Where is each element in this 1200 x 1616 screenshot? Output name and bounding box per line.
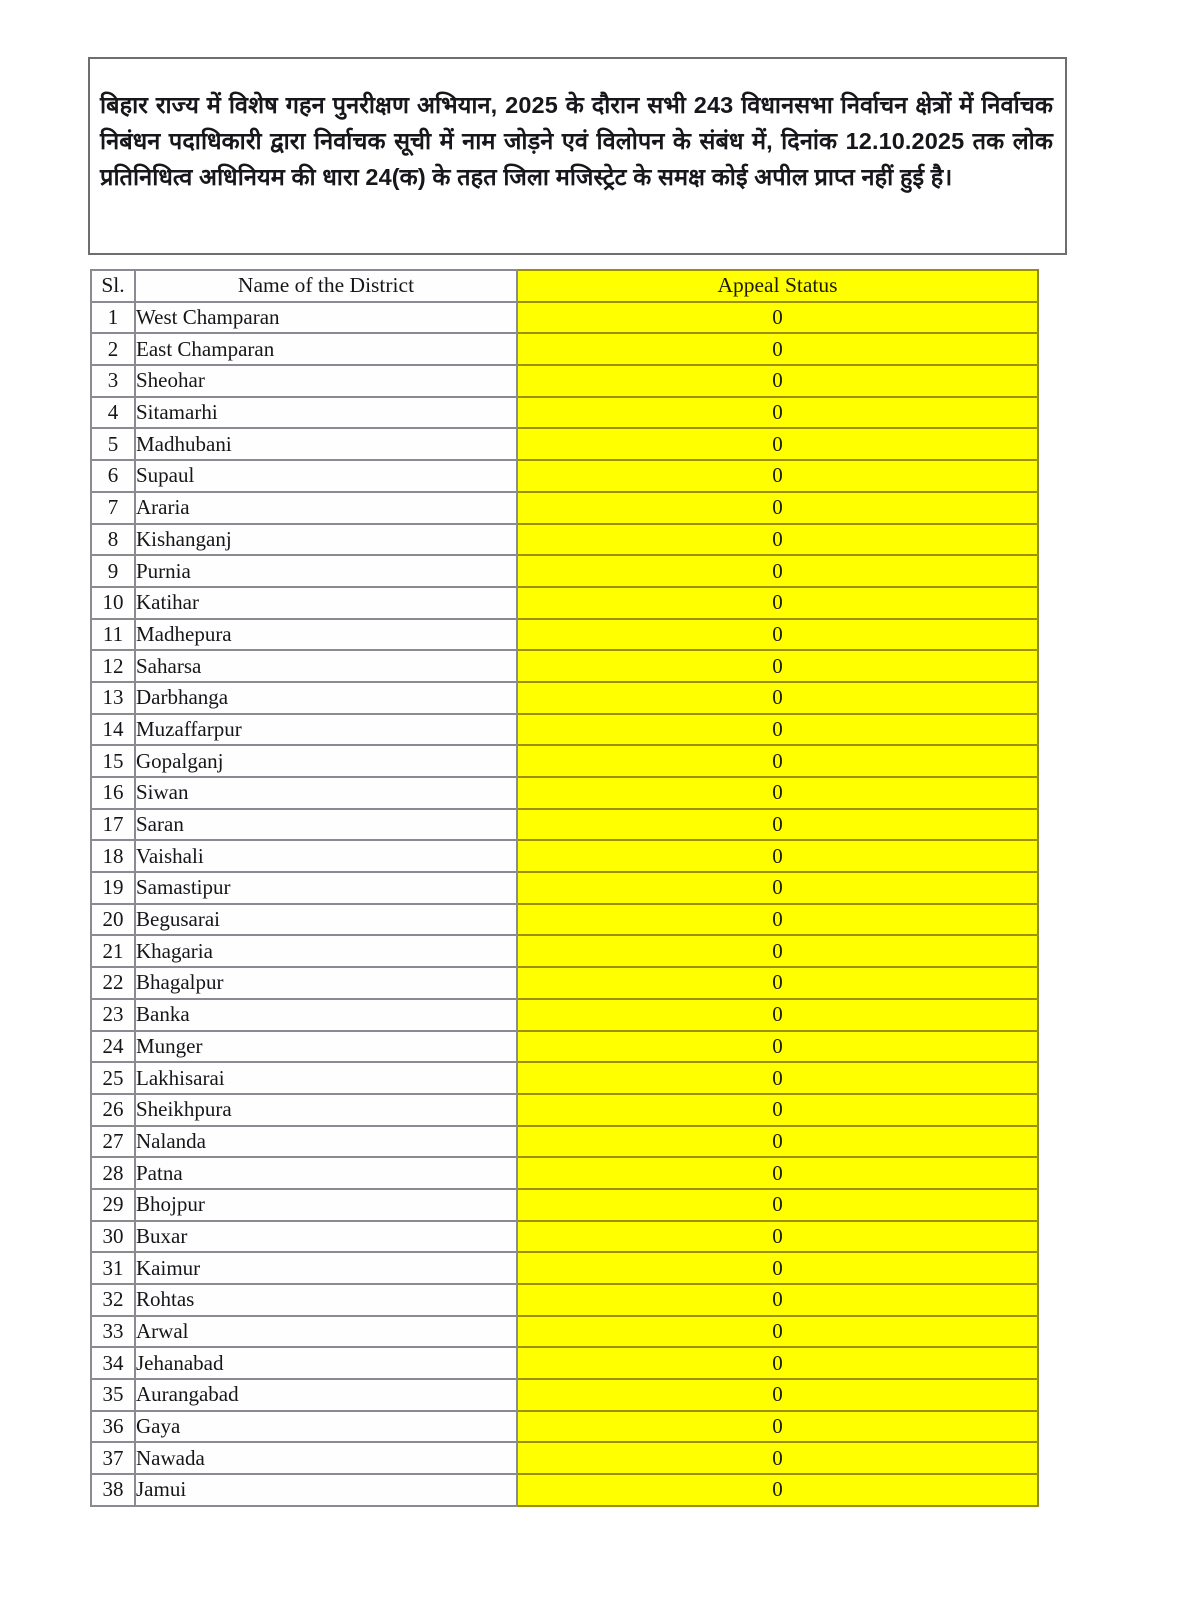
cell-serial-number: 22: [91, 967, 135, 999]
table-row: [91, 999, 1038, 1031]
notice-box: [88, 57, 1067, 255]
cell-district-name: Khagaria: [135, 935, 517, 967]
cell-serial-number: 37: [91, 1442, 135, 1474]
cell-serial-number: 27: [91, 1126, 135, 1158]
cell-serial-number: 36: [91, 1411, 135, 1443]
cell-serial-number: 4: [91, 397, 135, 429]
table-row: [91, 302, 1038, 334]
cell-serial-number: 29: [91, 1189, 135, 1221]
cell-appeal-status: 0: [517, 333, 1038, 365]
cell-district-name: Nalanda: [135, 1126, 517, 1158]
cell-appeal-status: 0: [517, 428, 1038, 460]
cell-serial-number: 17: [91, 809, 135, 841]
cell-district-name: Muzaffarpur: [135, 714, 517, 746]
cell-district-name: Araria: [135, 492, 517, 524]
cell-district-name: Kishanganj: [135, 524, 517, 556]
table-row: [91, 1411, 1038, 1443]
cell-appeal-status: 0: [517, 935, 1038, 967]
table-row: [91, 872, 1038, 904]
cell-appeal-status: 0: [517, 745, 1038, 777]
cell-serial-number: 34: [91, 1347, 135, 1379]
table-row: [91, 1379, 1038, 1411]
cell-serial-number: 10: [91, 587, 135, 619]
cell-appeal-status: 0: [517, 1284, 1038, 1316]
cell-serial-number: 18: [91, 840, 135, 872]
cell-district-name: Banka: [135, 999, 517, 1031]
table-row: [91, 365, 1038, 397]
cell-appeal-status: 0: [517, 365, 1038, 397]
cell-serial-number: 26: [91, 1094, 135, 1126]
column-header-appeal-status: Appeal Status: [517, 270, 1038, 302]
cell-district-name: Saharsa: [135, 650, 517, 682]
cell-district-name: Purnia: [135, 555, 517, 587]
cell-district-name: Saran: [135, 809, 517, 841]
cell-appeal-status: 0: [517, 1062, 1038, 1094]
column-header-district: Name of the District: [135, 270, 517, 302]
cell-district-name: Buxar: [135, 1221, 517, 1253]
cell-appeal-status: 0: [517, 1189, 1038, 1221]
cell-serial-number: 21: [91, 935, 135, 967]
cell-district-name: Vaishali: [135, 840, 517, 872]
cell-appeal-status: 0: [517, 1221, 1038, 1253]
cell-district-name: Bhagalpur: [135, 967, 517, 999]
cell-serial-number: 30: [91, 1221, 135, 1253]
table-row: [91, 333, 1038, 365]
table-row: [91, 1252, 1038, 1284]
cell-serial-number: 33: [91, 1316, 135, 1348]
table-row: [91, 1062, 1038, 1094]
table-row: [91, 1094, 1038, 1126]
cell-district-name: Patna: [135, 1157, 517, 1189]
cell-appeal-status: 0: [517, 1126, 1038, 1158]
table-row: [91, 397, 1038, 429]
cell-appeal-status: 0: [517, 1347, 1038, 1379]
cell-appeal-status: 0: [517, 1379, 1038, 1411]
table-row: [91, 492, 1038, 524]
cell-district-name: Jamui: [135, 1474, 517, 1506]
cell-appeal-status: 0: [517, 555, 1038, 587]
cell-district-name: Gaya: [135, 1411, 517, 1443]
cell-appeal-status: 0: [517, 650, 1038, 682]
cell-appeal-status: 0: [517, 840, 1038, 872]
cell-serial-number: 7: [91, 492, 135, 524]
cell-serial-number: 23: [91, 999, 135, 1031]
cell-district-name: Madhubani: [135, 428, 517, 460]
cell-district-name: Madhepura: [135, 619, 517, 651]
cell-district-name: Sheohar: [135, 365, 517, 397]
cell-district-name: Aurangabad: [135, 1379, 517, 1411]
cell-serial-number: 20: [91, 904, 135, 936]
cell-district-name: Kaimur: [135, 1252, 517, 1284]
table-row: [91, 1189, 1038, 1221]
cell-serial-number: 31: [91, 1252, 135, 1284]
cell-district-name: Lakhisarai: [135, 1062, 517, 1094]
cell-serial-number: 2: [91, 333, 135, 365]
table-row: [91, 1284, 1038, 1316]
cell-district-name: Samastipur: [135, 872, 517, 904]
cell-district-name: West Champaran: [135, 302, 517, 334]
cell-district-name: Siwan: [135, 777, 517, 809]
cell-serial-number: 25: [91, 1062, 135, 1094]
table-row: [91, 967, 1038, 999]
table-row: [91, 777, 1038, 809]
table-row: [91, 840, 1038, 872]
cell-district-name: Darbhanga: [135, 682, 517, 714]
cell-appeal-status: 0: [517, 999, 1038, 1031]
cell-serial-number: 1: [91, 302, 135, 334]
table-row: [91, 619, 1038, 651]
cell-district-name: Supaul: [135, 460, 517, 492]
cell-district-name: Sitamarhi: [135, 397, 517, 429]
cell-serial-number: 16: [91, 777, 135, 809]
cell-serial-number: 14: [91, 714, 135, 746]
notice-paragraph: बिहार राज्य में विशेष गहन पुनरीक्षण अभियान, 2025 के दौरान सभी 243 विधानसभा निर्वाचन क्षेत्रों में निर्वाचक निबंधन पदाधिकारी द्वारा निर्वाचक सूची में नाम जोड़ने एवं विलोपन के संबंध में, दिनांक 12.10.2025 तक लोक प्रतिनिधित्व अधिनियम की धारा 24(क) के तहत जिला मजिस्ट्रेट के समक्ष कोई अपील प्राप्त नहीं हुई है।: [100, 92, 1053, 190]
table-row: [91, 809, 1038, 841]
table-row: [91, 587, 1038, 619]
cell-appeal-status: 0: [517, 460, 1038, 492]
cell-appeal-status: 0: [517, 777, 1038, 809]
table-row: [91, 1316, 1038, 1348]
cell-appeal-status: 0: [517, 1252, 1038, 1284]
cell-serial-number: 9: [91, 555, 135, 587]
cell-serial-number: 5: [91, 428, 135, 460]
cell-appeal-status: 0: [517, 492, 1038, 524]
cell-appeal-status: 0: [517, 967, 1038, 999]
table-row: [91, 1474, 1038, 1506]
cell-district-name: East Champaran: [135, 333, 517, 365]
table-row: [91, 555, 1038, 587]
cell-district-name: Jehanabad: [135, 1347, 517, 1379]
table-row: [91, 524, 1038, 556]
table-row: [91, 714, 1038, 746]
cell-appeal-status: 0: [517, 1411, 1038, 1443]
cell-appeal-status: 0: [517, 619, 1038, 651]
cell-district-name: Sheikhpura: [135, 1094, 517, 1126]
cell-appeal-status: 0: [517, 809, 1038, 841]
cell-serial-number: 6: [91, 460, 135, 492]
table-row: [91, 1221, 1038, 1253]
table-row: [91, 935, 1038, 967]
cell-appeal-status: 0: [517, 1094, 1038, 1126]
table-row: [91, 745, 1038, 777]
cell-appeal-status: 0: [517, 714, 1038, 746]
cell-appeal-status: 0: [517, 397, 1038, 429]
cell-serial-number: 28: [91, 1157, 135, 1189]
cell-serial-number: 11: [91, 619, 135, 651]
cell-district-name: Rohtas: [135, 1284, 517, 1316]
table-body: [91, 302, 1038, 1506]
cell-district-name: Munger: [135, 1031, 517, 1063]
cell-district-name: Gopalganj: [135, 745, 517, 777]
table-row: [91, 1347, 1038, 1379]
cell-appeal-status: 0: [517, 1442, 1038, 1474]
cell-serial-number: 3: [91, 365, 135, 397]
cell-appeal-status: 0: [517, 682, 1038, 714]
cell-serial-number: 12: [91, 650, 135, 682]
appeal-status-table: [90, 269, 1039, 1507]
table-row: [91, 428, 1038, 460]
table-row: [91, 682, 1038, 714]
cell-district-name: Arwal: [135, 1316, 517, 1348]
cell-appeal-status: 0: [517, 1157, 1038, 1189]
cell-serial-number: 19: [91, 872, 135, 904]
column-header-sl: Sl.: [91, 270, 135, 302]
cell-appeal-status: 0: [517, 1031, 1038, 1063]
cell-district-name: Bhojpur: [135, 1189, 517, 1221]
table-row: [91, 904, 1038, 936]
table-row: [91, 460, 1038, 492]
cell-appeal-status: 0: [517, 872, 1038, 904]
cell-serial-number: 38: [91, 1474, 135, 1506]
cell-appeal-status: 0: [517, 1316, 1038, 1348]
cell-appeal-status: 0: [517, 904, 1038, 936]
cell-serial-number: 32: [91, 1284, 135, 1316]
table-row: [91, 650, 1038, 682]
cell-serial-number: 24: [91, 1031, 135, 1063]
cell-appeal-status: 0: [517, 302, 1038, 334]
cell-district-name: Katihar: [135, 587, 517, 619]
cell-district-name: Begusarai: [135, 904, 517, 936]
table-row: [91, 1157, 1038, 1189]
cell-district-name: Nawada: [135, 1442, 517, 1474]
cell-serial-number: 13: [91, 682, 135, 714]
cell-appeal-status: 0: [517, 524, 1038, 556]
cell-serial-number: 8: [91, 524, 135, 556]
table-row: [91, 1126, 1038, 1158]
table-header-row: [91, 270, 1038, 302]
cell-appeal-status: 0: [517, 1474, 1038, 1506]
table-row: [91, 1031, 1038, 1063]
cell-appeal-status: 0: [517, 587, 1038, 619]
cell-serial-number: 35: [91, 1379, 135, 1411]
cell-serial-number: 15: [91, 745, 135, 777]
table-row: [91, 1442, 1038, 1474]
table-header: [91, 270, 1038, 302]
